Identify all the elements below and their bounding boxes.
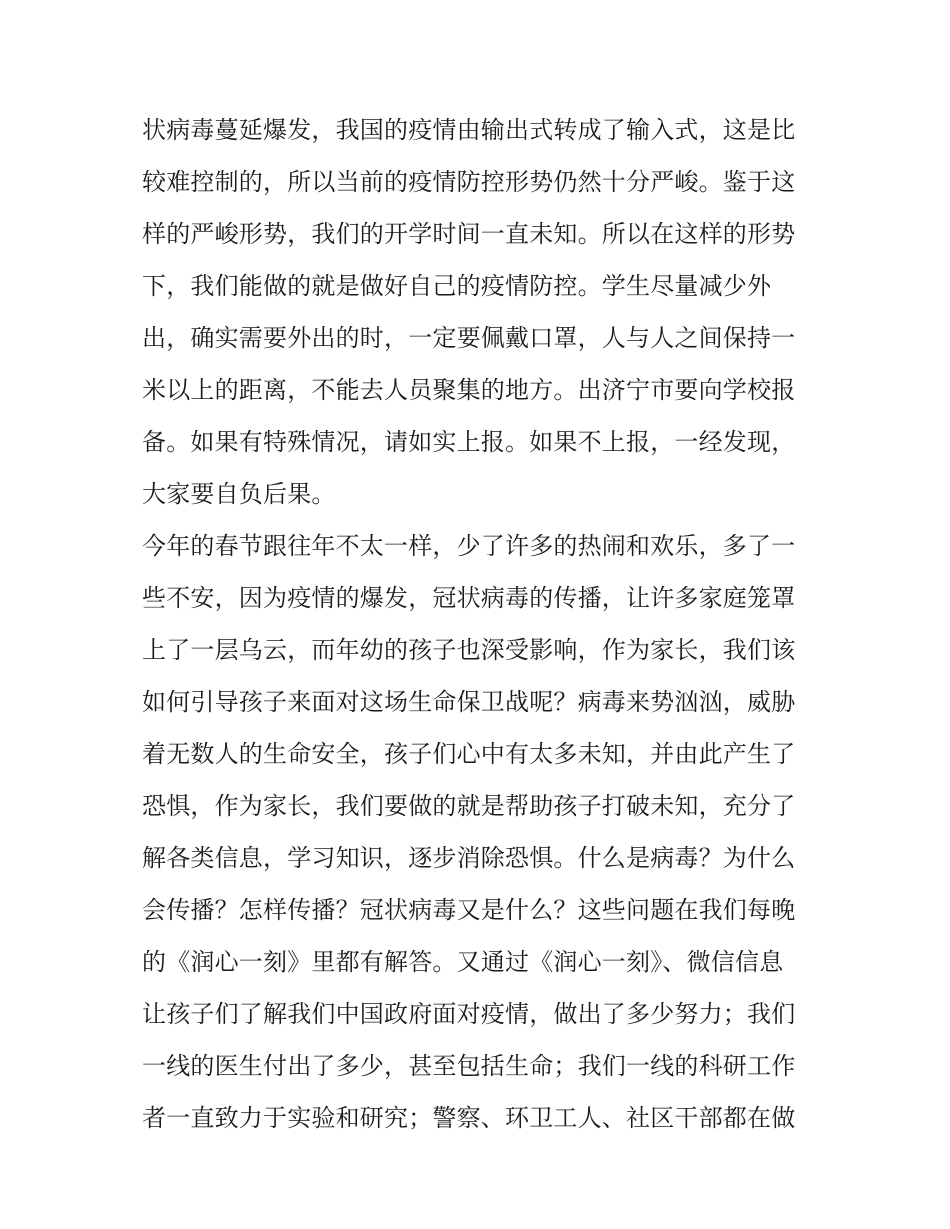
text-line: 较难控制的，所以当前的疫情防控形势仍然十分严峻。鉴于这 — [142, 168, 796, 196]
text-line: 的《润心一刻》里都有解答。又通过《润心一刻》、微信信息 — [142, 948, 784, 976]
text-line: 今年的春节跟往年不太一样，少了许多的热闹和欢乐，多了一 — [142, 532, 796, 560]
text-line: 大家要自负后果。 — [142, 480, 336, 508]
text-line: 着无数人的生命安全，孩子们心中有太多未知，并由此产生了 — [142, 740, 796, 768]
text-line: 备。如果有特殊情况，请如实上报。如果不上报，一经发现， — [142, 428, 796, 456]
text-line: 者一直致力于实验和研究；警察、环卫工人、社区干部都在做 — [142, 1104, 796, 1132]
text-line: 解各类信息，学习知识，逐步消除恐惧。什么是病毒？为什么 — [142, 844, 796, 872]
text-line: 出，确实需要外出的时，一定要佩戴口罩，人与人之间保持一 — [142, 324, 796, 352]
text-line: 如何引导孩子来面对这场生命保卫战呢？病毒来势汹汹，威胁 — [142, 688, 796, 716]
text-line: 会传播？怎样传播？冠状病毒又是什么？这些问题在我们每晚 — [142, 896, 796, 924]
text-line: 状病毒蔓延爆发，我国的疫情由输出式转成了输入式，这是比 — [142, 116, 796, 144]
text-line: 上了一层乌云，而年幼的孩子也深受影响，作为家长，我们该 — [142, 636, 796, 664]
text-line: 让孩子们了解我们中国政府面对疫情，做出了多少努力；我们 — [142, 1000, 796, 1028]
text-line: 恐惧，作为家长，我们要做的就是帮助孩子打破未知，充分了 — [142, 792, 796, 820]
text-line: 一线的医生付出了多少，甚至包括生命；我们一线的科研工作 — [142, 1052, 796, 1080]
text-line: 下，我们能做的就是做好自己的疫情防控。学生尽量减少外 — [142, 272, 772, 300]
text-line: 些不安，因为疫情的爆发，冠状病毒的传播，让许多家庭笼罩 — [142, 584, 796, 612]
text-line: 样的严峻形势，我们的开学时间一直未知。所以在这样的形势 — [142, 220, 796, 248]
text-line: 米以上的距离，不能去人员聚集的地方。出济宁市要向学校报 — [142, 376, 796, 404]
